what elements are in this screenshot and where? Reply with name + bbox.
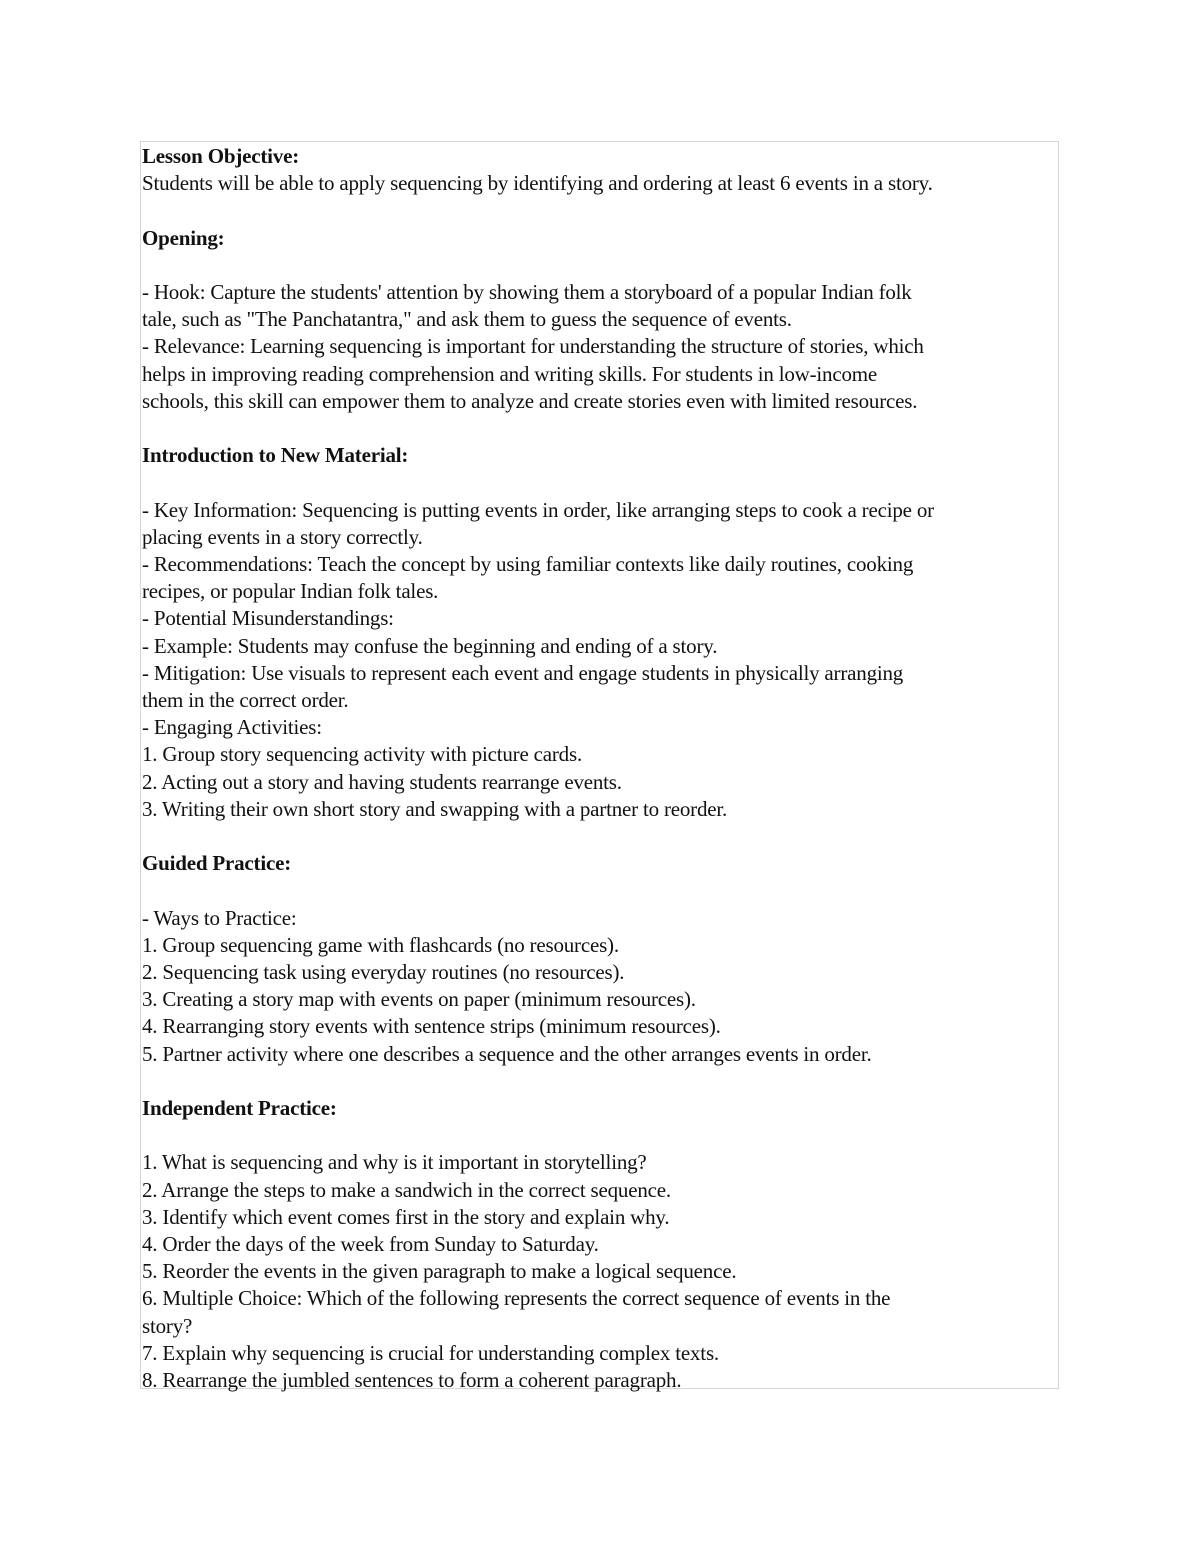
opening-line: - Hook: Capture the students' attention by showing them a storyboard of a popular Indian folk — [142, 279, 912, 304]
introduction-line: recipes, or popular Indian folk tales. — [142, 579, 439, 604]
independent-practice-line: 7. Explain why sequencing is crucial for understanding complex texts. — [142, 1340, 719, 1365]
introduction-line: - Recommendations: Teach the concept by using familiar contexts like daily routines, cooking — [142, 551, 914, 576]
opening-heading: Opening: — [142, 225, 225, 250]
guided-practice-line: 2. Sequencing task using everyday routines (no resources). — [142, 960, 625, 984]
introduction-line: - Example: Students may confuse the beginning and ending of a story. — [142, 633, 718, 658]
introduction-line: - Potential Misunderstandings: — [142, 606, 394, 631]
spacer — [142, 877, 1057, 904]
spacer — [142, 252, 1057, 279]
guided-practice-line: 1. Group sequencing game with flashcards (no resources). — [142, 932, 619, 957]
independent-practice-line: 8. Rearrange the jumbled sentences to form a coherent paragraph. — [142, 1368, 682, 1393]
introduction-line: 2. Acting out a story and having students rearrange events. — [142, 769, 622, 794]
spacer — [142, 197, 1057, 224]
guided-practice-line: - Ways to Practice: — [142, 905, 297, 930]
introduction-line: - Mitigation: Use visuals to represent each event and engage students in physically arranging — [142, 660, 904, 685]
introduction-line: 3. Writing their own short story and swapping with a partner to reorder. — [142, 796, 728, 821]
introduction-line: - Engaging Activities: — [142, 715, 322, 740]
spacer — [142, 1068, 1057, 1095]
guided-practice-line: 3. Creating a story map with events on paper (minimum resources). — [142, 987, 696, 1012]
guided-practice-line: 5. Partner activity where one describes a sequence and the other arranges events in order. — [142, 1041, 872, 1066]
guided-practice-line: 4. Rearranging story events with sentence strips (minimum resources). — [142, 1014, 721, 1039]
opening-line: - Relevance: Learning sequencing is important for understanding the structure of stories, which — [142, 334, 924, 359]
guided-practice-heading: Guided Practice: — [142, 851, 292, 876]
independent-practice-heading: Independent Practice: — [142, 1096, 337, 1120]
lesson-plan-document — [142, 143, 1057, 1394]
opening-line: schools, this skill can empower them to analyze and create stories even with limited resources. — [142, 388, 918, 413]
introduction-heading: Introduction to New Material: — [142, 443, 409, 468]
introduction-line: placing events in a story correctly. — [142, 524, 423, 549]
independent-practice-line: 3. Identify which event comes first in the story and explain why. — [142, 1204, 670, 1229]
introduction-line: them in the correct order. — [142, 688, 349, 712]
opening-line: tale, such as "The Panchatantra," and ask them to guess the sequence of events. — [142, 307, 792, 332]
objective-heading: Lesson Objective: — [142, 144, 299, 168]
independent-practice-line: 1. What is sequencing and why is it important in storytelling? — [142, 1150, 647, 1175]
spacer — [142, 1122, 1057, 1149]
objective-text: Students will be able to apply sequencing by identifying and ordering at least 6 events in a story. — [142, 171, 933, 196]
spacer — [142, 469, 1057, 496]
introduction-line: 1. Group story sequencing activity with picture cards. — [142, 742, 583, 767]
introduction-line: - Key Information: Sequencing is putting events in order, like arranging steps to cook a recipe or — [142, 497, 934, 522]
spacer — [142, 823, 1057, 850]
independent-practice-line: 6. Multiple Choice: Which of the following represents the correct sequence of events in the — [142, 1286, 891, 1311]
independent-practice-line: 4. Order the days of the week from Sunday to Saturday. — [142, 1232, 599, 1256]
opening-line: helps in improving reading comprehension and writing skills. For students in low-income — [142, 361, 878, 386]
spacer — [142, 415, 1057, 442]
independent-practice-line: story? — [142, 1313, 193, 1338]
independent-practice-line: 5. Reorder the events in the given paragraph to make a logical sequence. — [142, 1259, 737, 1284]
independent-practice-line: 2. Arrange the steps to make a sandwich in the correct sequence. — [142, 1177, 671, 1202]
